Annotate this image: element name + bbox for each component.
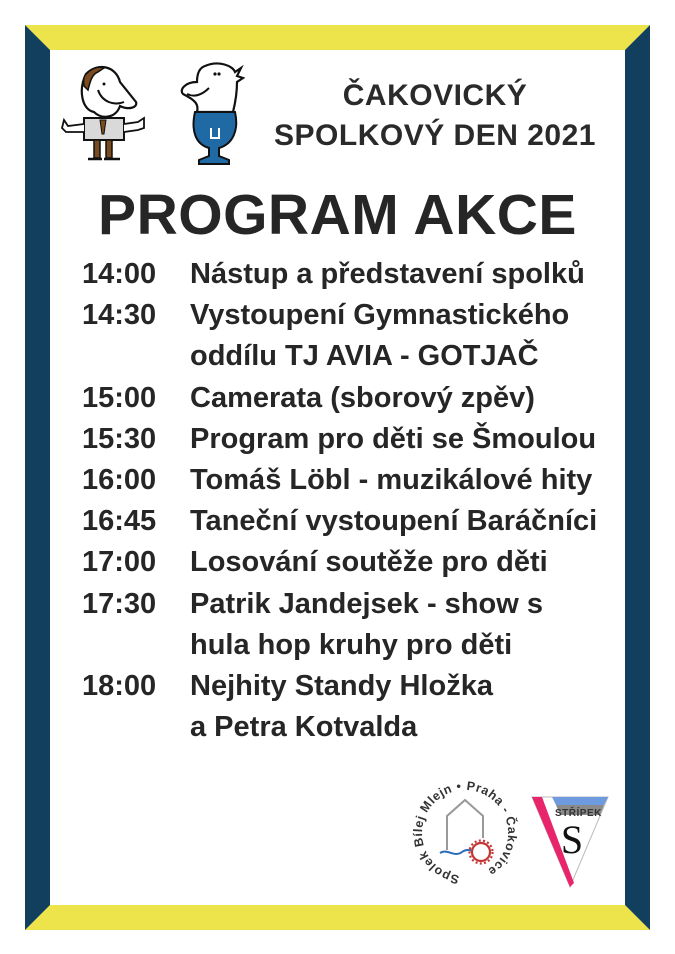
schedule-time: 18:00 xyxy=(82,670,157,703)
schedule-time: 17:30 xyxy=(82,587,157,620)
schedule-description xyxy=(190,295,622,377)
schedule-description-line: Nástup a představení spolků xyxy=(190,258,585,290)
schedule-time: 17:00 xyxy=(82,546,157,579)
schedule-item xyxy=(82,254,622,295)
schedule-time: 14:30 xyxy=(82,299,157,332)
schedule-description xyxy=(190,584,622,666)
schedule-description xyxy=(190,419,622,460)
schedule-description-line: Taneční vystoupení Baráčníci xyxy=(190,505,598,538)
spolek-bilej-mlejn-logo xyxy=(410,778,520,888)
schedule-description-line: hula hop kruhy pro děti xyxy=(190,628,513,661)
schedule-time: 16:00 xyxy=(82,464,157,497)
schedule-time: 15:00 xyxy=(82,381,157,414)
schedule-description-line: Nejhity Standy Hložka xyxy=(190,670,493,703)
event-title xyxy=(250,76,620,156)
program-headline: PROGRAM AKCE xyxy=(98,183,577,247)
schedule-item xyxy=(82,378,622,419)
schedule-description xyxy=(190,254,622,295)
schedule-item xyxy=(82,295,622,377)
schedule-description xyxy=(190,460,622,501)
schedule-description-line: Losování soutěže pro děti xyxy=(190,546,548,579)
stripek-label: STŘÍPEK xyxy=(555,808,602,819)
schedule-description xyxy=(190,501,622,542)
stripek-letter: S xyxy=(560,817,584,862)
schedule-description xyxy=(190,542,622,583)
schedule-description-line: Camerata (sborový zpěv) xyxy=(190,381,535,414)
event-title-line1: ČAKOVICKÝ xyxy=(342,79,528,112)
schedule-description-line: Tomáš Löbl - muzikálové hity xyxy=(190,464,593,497)
schedule-item xyxy=(82,542,622,583)
schedule-description-line: oddílu TJ AVIA - GOTJAČ xyxy=(190,340,539,373)
schedule-item xyxy=(82,666,622,748)
schedule-item xyxy=(82,584,622,666)
cartoon-scout-icon xyxy=(58,62,148,162)
schedule-description-line: Program pro děti se Šmoulou xyxy=(190,422,597,455)
schedule-time: 15:30 xyxy=(82,422,157,455)
schedule-description-line: a Petra Kotvalda xyxy=(190,711,418,744)
svg-text:Spolek Bílej Mlejn • Praha - Č xyxy=(411,779,520,887)
schedule-time: 14:00 xyxy=(82,258,157,290)
schedule-time: 16:45 xyxy=(82,505,157,538)
schedule-item xyxy=(82,419,622,460)
schedule-item xyxy=(82,460,622,501)
cartoon-man-icon xyxy=(175,60,245,168)
schedule-list xyxy=(82,254,622,748)
schedule-description-line: Patrik Jandejsek - show s xyxy=(190,587,543,620)
schedule-description xyxy=(190,666,622,748)
mlejn-ring-text: Spolek Bílej Mlejn • Praha - Čakovice xyxy=(411,778,520,887)
poster-content xyxy=(50,50,625,905)
event-title-line2: SPOLKOVÝ DEN 2021 xyxy=(274,119,596,152)
schedule-item xyxy=(82,501,622,542)
schedule-description xyxy=(190,378,622,419)
schedule-description-line: Vystoupení Gymnastického xyxy=(190,299,570,332)
